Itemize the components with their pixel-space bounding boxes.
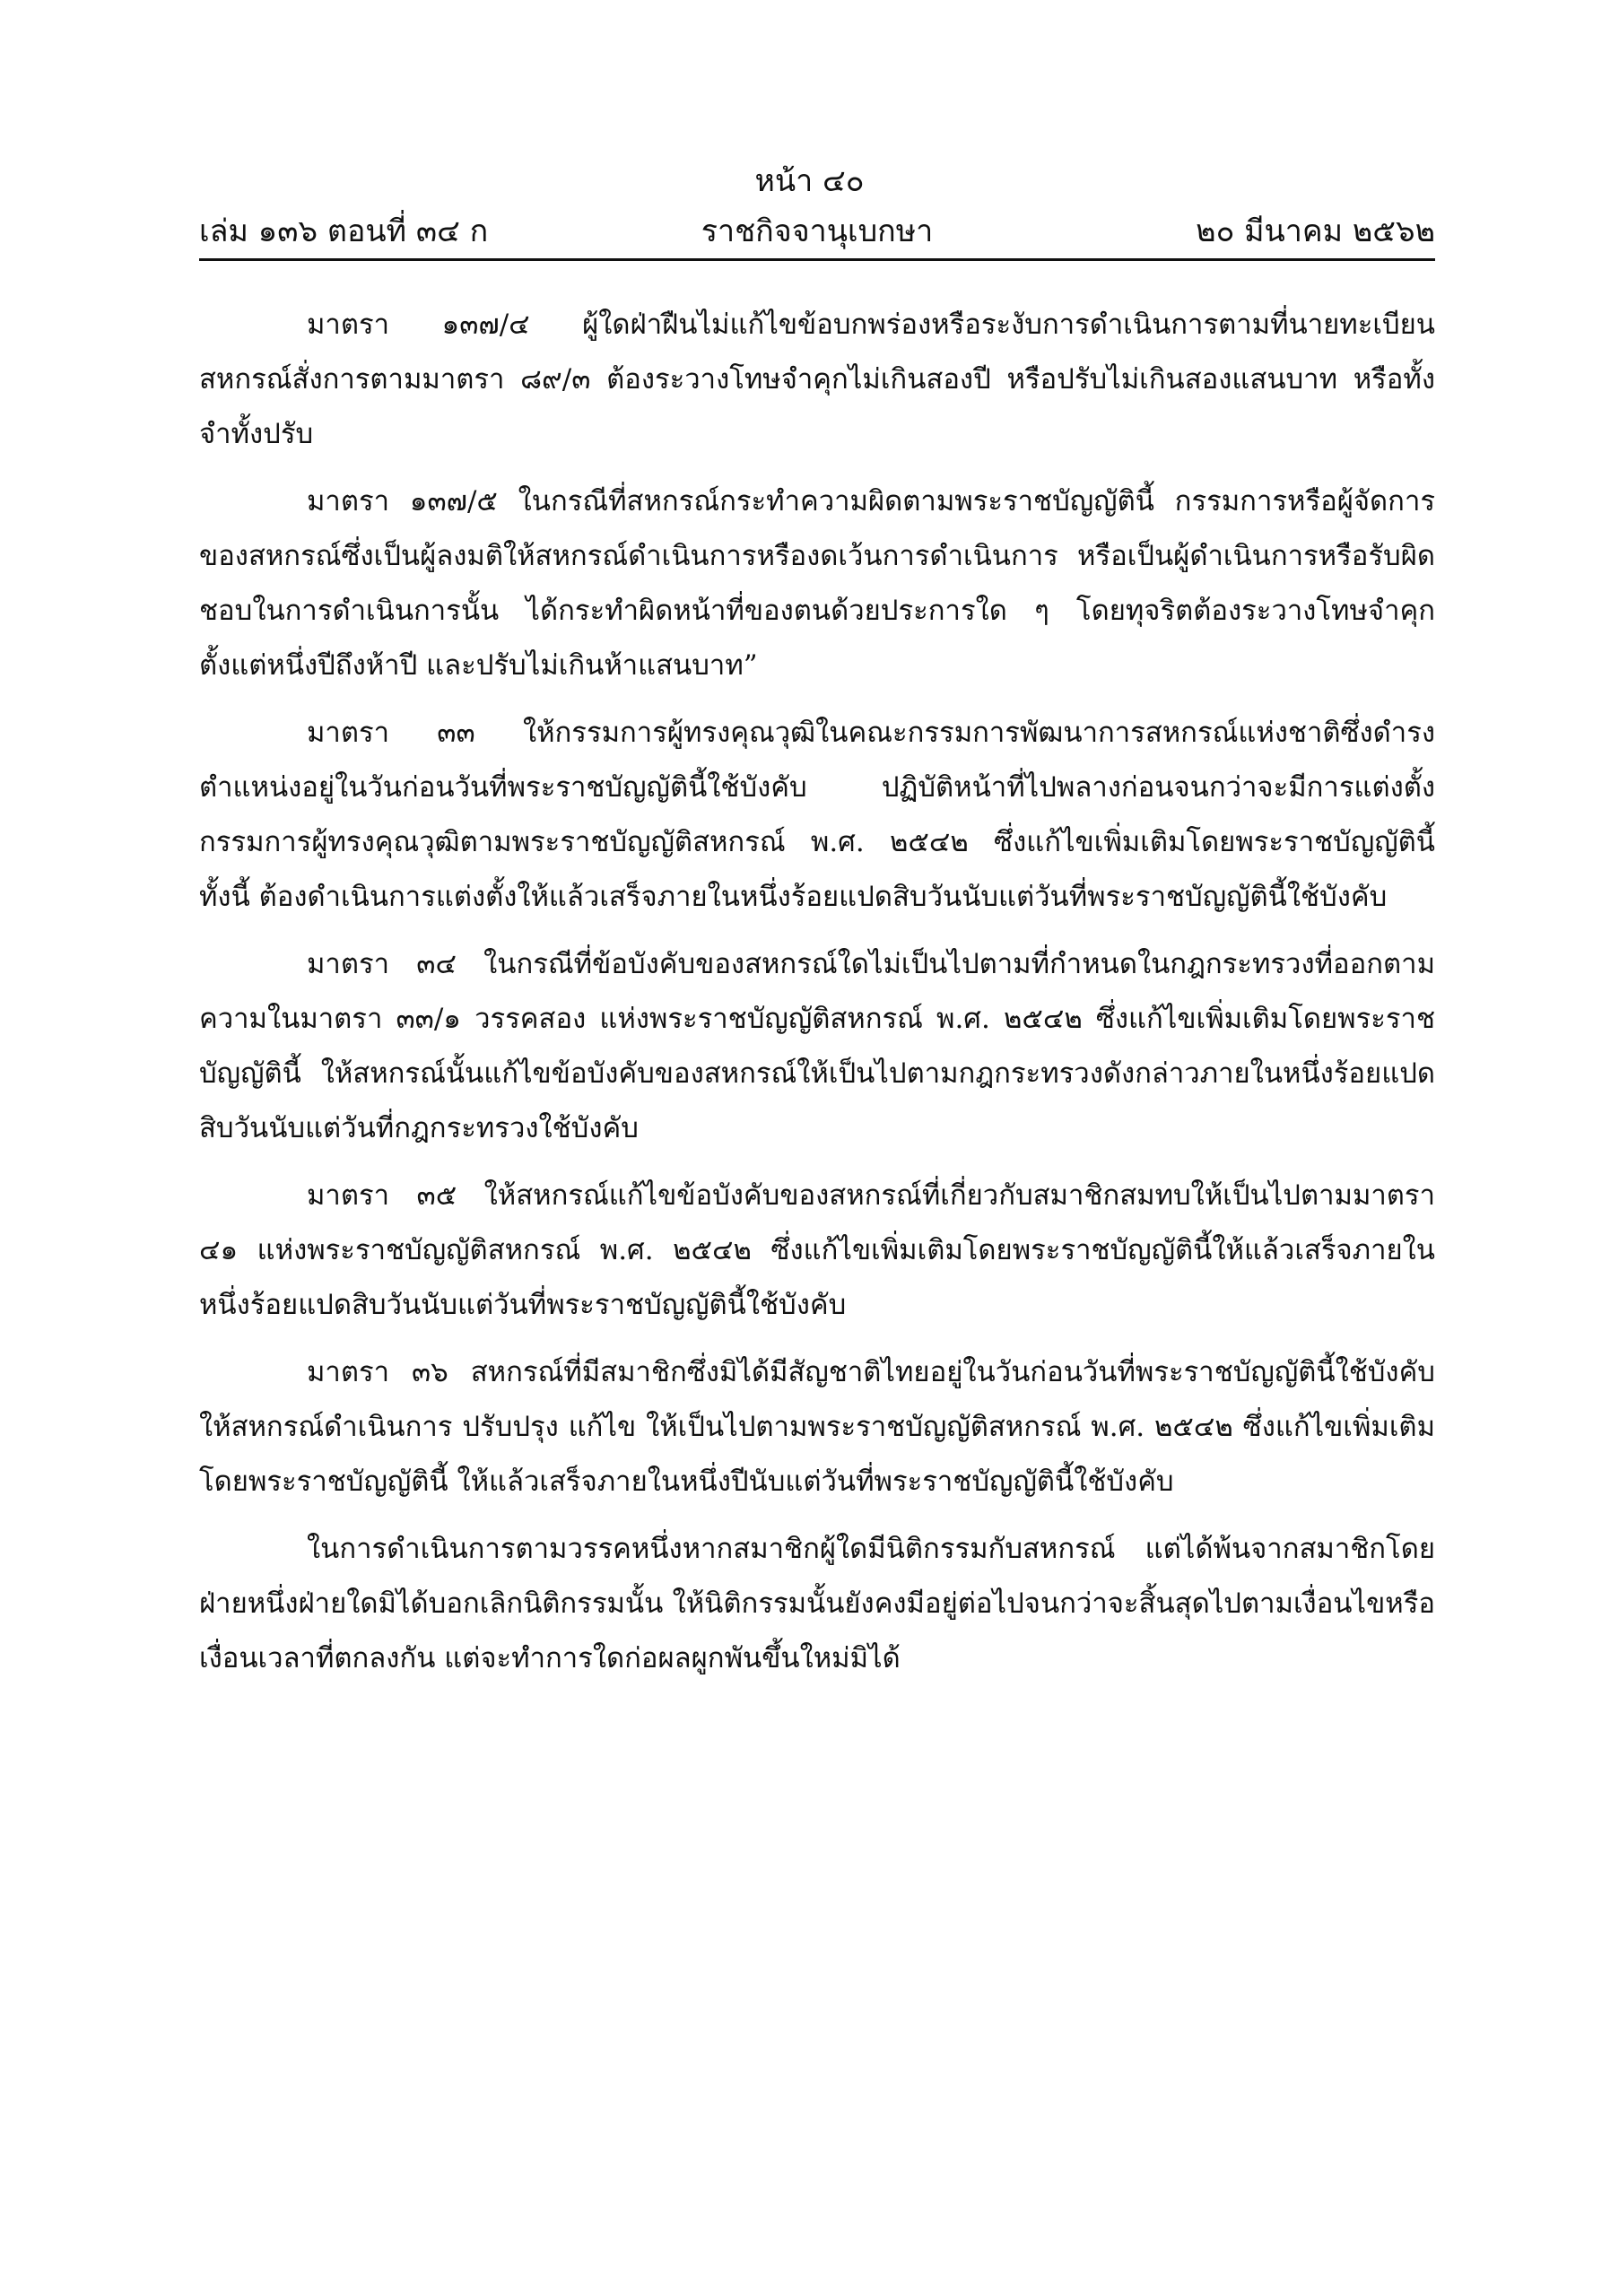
gazette-header: [199, 208, 1435, 255]
section-35: มาตรา ๓๕ ให้สหกรณ์แก้ไขข้อบังคับของสหกรณ์ที่เกี่ยวกับสมาชิกสมทบให้เป็นไปตามมาตรา ๔๑ แห่งพระราชบัญญัติสหกรณ์ พ.ศ. ๒๕๔๒ ซึ่งแก้ไขเพิ่มเติมโดยพระราชบัญญัตินี้ให้แล้วเสร็จภายในหนึ่งร้อยแปดสิบวันนับแต่วันที่พระราชบัญญัตินี้ใช้บังคับ: [199, 1179, 1435, 1321]
section-137-5: มาตรา ๑๓๗/๕ ในกรณีที่สหกรณ์กระทำความผิดตามพระราชบัญญัตินี้ กรรมการหรือผู้จัดการของสหกรณ์ซึ่งเป็นผู้ลงมติให้สหกรณ์ดำเนินการหรืองดเว้นการดำเนินการ หรือเป็นผู้ดำเนินการหรือรับผิดชอบในการดำเนินการนั้น ได้กระทำผิดหน้าที่ของตนด้วยประการใด ๆ โดยทุจริตต้องระวางโทษจำคุกตั้งแต่หนึ่งปีถึงห้าปี และปรับไม่เกินห้าแสนบาท”: [199, 485, 1435, 682]
volume-issue: เล่ม ๑๓๖ ตอนที่ ๓๔ ก: [199, 213, 489, 249]
header-divider: [199, 258, 1435, 261]
section-34: มาตรา ๓๔ ในกรณีที่ข้อบังคับของสหกรณ์ใดไม่เป็นไปตามที่กำหนดในกฎกระทรวงที่ออกตามความในมาตรา ๓๓/๑ วรรคสอง แห่งพระราชบัญญัติสหกรณ์ พ.ศ. ๒๕๔๒ ซึ่งแก้ไขเพิ่มเติมโดยพระราชบัญญัตินี้ ให้สหกรณ์นั้นแก้ไขข้อบังคับของสหกรณ์ให้เป็นไปตามกฎกระทรวงดังกล่าวภายในหนึ่งร้อยแปดสิบวันนับแต่วันที่กฎกระทรวงใช้บังคับ: [199, 948, 1435, 1144]
publication-date: ๒๐ มีนาคม ๒๕๖๒: [1196, 213, 1435, 249]
section-33: มาตรา ๓๓ ให้กรรมการผู้ทรงคุณวุฒิในคณะกรรมการพัฒนาการสหกรณ์แห่งชาติซึ่งดำรงตำแหน่งอยู่ในวันก่อนวันที่พระราชบัญญัตินี้ใช้บังคับ ปฏิบัติหน้าที่ไปพลางก่อนจนกว่าจะมีการแต่งตั้งกรรมการผู้ทรงคุณวุฒิตามพระราชบัญญัติสหกรณ์ พ.ศ. ๒๕๔๒ ซึ่งแก้ไขเพิ่มเติมโดยพระราชบัญญัตินี้ ทั้งนี้ ต้องดำเนินการแต่งตั้งให้แล้วเสร็จภายในหนึ่งร้อยแปดสิบวันนับแต่วันที่พระราชบัญญัตินี้ใช้บังคับ: [199, 717, 1435, 913]
page-number: หน้า ๔๐: [754, 163, 865, 199]
gazette-title: ราชกิจจานุเบกษา: [701, 213, 934, 249]
section-36-paragraph-2: ในการดำเนินการตามวรรคหนึ่งหากสมาชิกผู้ใดมีนิติกรรมกับสหกรณ์ แต่ได้พ้นจากสมาชิกโดยฝ่ายหนึ่งฝ่ายใดมิได้บอกเลิกนิติกรรมนั้น ให้นิติกรรมนั้นยังคงมีอยู่ต่อไปจนกว่าจะสิ้นสุดไปตามเงื่อนไขหรือเงื่อนเวลาที่ตกลงกัน แต่จะทำการใดก่อผลผูกพันขึ้นใหม่มิได้: [199, 1533, 1435, 1674]
section-137-4: มาตรา ๑๓๗/๔ ผู้ใดฝ่าฝืนไม่แก้ไขข้อบกพร่องหรือระงับการดำเนินการตามที่นายทะเบียนสหกรณ์สั่งการตามมาตรา ๘๙/๓ ต้องระวางโทษจำคุกไม่เกินสองปี หรือปรับไม่เกินสองแสนบาท หรือทั้งจำทั้งปรับ: [199, 309, 1435, 450]
document-body: [199, 298, 1435, 1699]
section-36: มาตรา ๓๖ สหกรณ์ที่มีสมาชิกซึ่งมิได้มีสัญชาติไทยอยู่ในวันก่อนวันที่พระราชบัญญัตินี้ใช้บังคับ ให้สหกรณ์ดำเนินการ ปรับปรุง แก้ไข ให้เป็นไปตามพระราชบัญญัติสหกรณ์ พ.ศ. ๒๕๔๒ ซึ่งแก้ไขเพิ่มเติมโดยพระราชบัญญัตินี้ ให้แล้วเสร็จภายในหนึ่งปีนับแต่วันที่พระราชบัญญัตินี้ใช้บังคับ: [199, 1356, 1435, 1498]
